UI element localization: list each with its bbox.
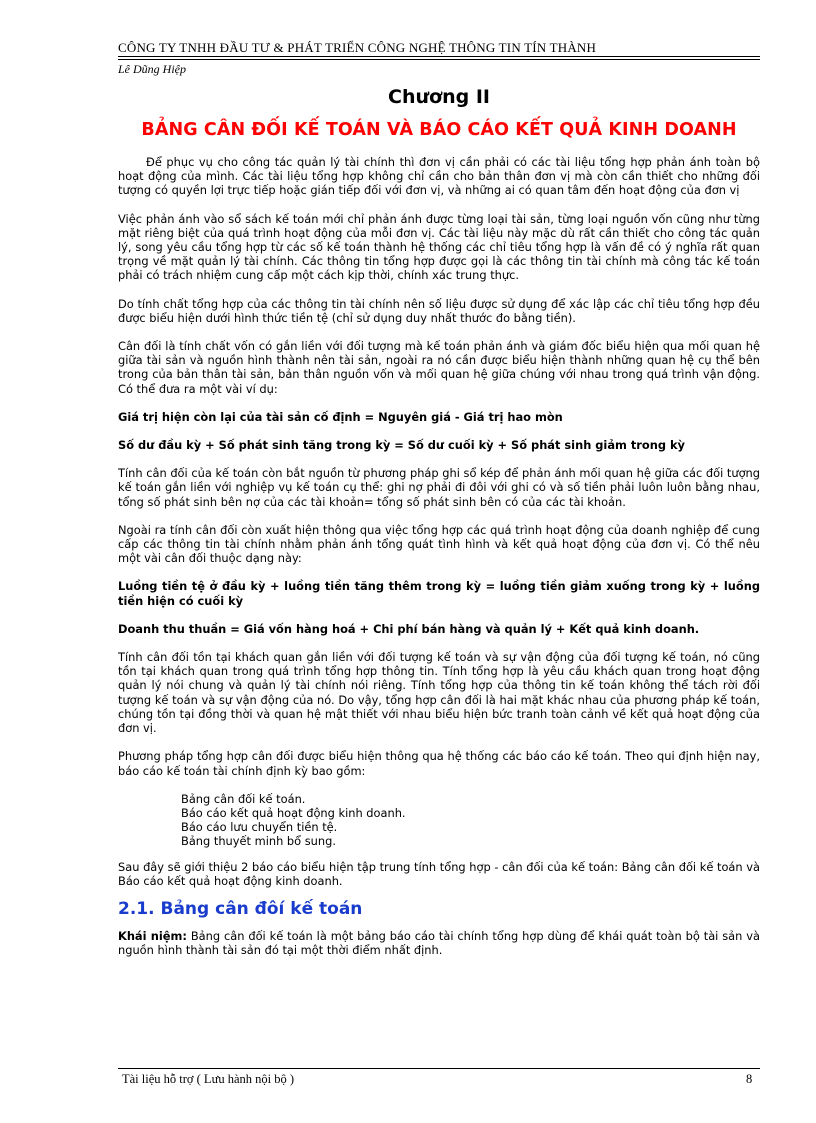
definition-term: Khái niệm:: [118, 929, 187, 944]
formula: Giá trị hiện còn lại của tài sản cố định = Nguyên giá - Giá trị hao mòn: [118, 409, 563, 424]
header-author: Lê Dũng Hiệp: [118, 62, 186, 76]
list-item: Báo cáo lưu chuyển tiền tệ.: [181, 820, 338, 835]
formula: Doanh thu thuần = Giá vốn hàng hoá + Chi phí bán hàng và quản lý + Kết quả kinh doanh.: [118, 621, 700, 636]
list-item: Bảng thuyết minh bổ sung.: [181, 834, 336, 849]
list-item: Bảng cân đối kế toán.: [181, 791, 306, 806]
header-divider: [118, 56, 760, 60]
header-company-name: CÔNG TY TNHH ĐẦU TƯ & PHÁT TRIỂN CÔNG NGHỆ THÔNG TIN TÍN THÀNH: [118, 40, 597, 55]
document-body: [118, 155, 760, 972]
paragraph: Do tính chất tổng hợp của các thông tin tài chính nên số liệu được sử dụng để xác lập các chỉ tiêu tổng hợp đều được biểu hiện dưới hình thức tiền tệ (chỉ sử dụng duy nhất thước đo bằng tiền).: [118, 296, 760, 325]
list-item: Báo cáo kết quả hoạt động kinh doanh.: [181, 805, 406, 820]
paragraph: Tính cân đối tồn tại khách quan gắn liền với đối tượng kế toán và sự vận động của đối tượng kế toán, nó cũng tồn tại khách quan trong quá trình tổng hợp thông tin. Tính tổng hợp là yêu cầu khách quan trong hoạt động quản lý nói chung và quản lý tài chính nói riêng. Tính tổng hợp của thông tin kế toán không thể tách rời đối tượng kế toán và sự vận động của nó. Do vậy, tổng hợp cân đối là hai mặt khác nhau của phương pháp kế toán, chúng tồn tại đồng thời và quan hệ mật thiết với nhau biểu hiện bức tranh toàn cảnh về kết quả hoạt động của đơn vị.: [118, 650, 760, 736]
formula: Luồng tiền tệ ở đầu kỳ + luồng tiền tăng thêm trong kỳ = luồng tiền giảm xuống trong kỳ + luồng tiền hiện có cuối kỳ: [118, 579, 760, 608]
paragraph: Để phục vụ cho công tác quản lý tài chính thì đơn vị cần phải có các tài liệu tổng hợp phản ánh toàn bộ hoạt động của mình. Các tài liệu tổng hợp không chỉ cần cho bản thân đơn vị mà còn cần thiết cho những đối tượng có quyền lợi trực tiếp hoặc gián tiếp đối với đơn vị, và những ai có quan tâm đến hoạt động của đơn vị: [118, 155, 760, 198]
footer-divider: [118, 1068, 760, 1069]
footer-note: Tài liệu hỗ trợ ( Lưu hành nội bộ ): [122, 1072, 295, 1086]
page-number: 8: [746, 1072, 753, 1086]
paragraph: Việc phản ánh vào sổ sách kế toán mới chỉ phản ánh được từng loại tài sản, từng loại nguồn vốn cũng như từng mặt riêng biệt của quá trình hoạt động của mỗi đơn vị. Các tài liệu này mặc dù rất cần thiết cho công tác quản lý, song yêu cầu tổng hợp từ các số kế toán thành hệ thống các chỉ tiêu tổng hợp là vấn đề có ý nghĩa rất quan trọng về mặt quản lý tài chính. Các thông tin tổng hợp được gọi là các thông tin tài chính mà công tác kế toán phải có trách nhiệm cung cấp một cách kịp thời, chính xác trung thực.: [118, 211, 760, 283]
paragraph: Sau đây sẽ giới thiệu 2 báo cáo biểu hiện tập trung tính tổng hợp - cân đối của kế toán: Bảng cân đối kế toán và Báo cáo kết quả hoạt động kinh doanh.: [118, 859, 760, 888]
paragraph: Phương pháp tổng hợp cân đối được biểu hiện thông qua hệ thống các báo cáo kế toán. Theo qui định hiện nay, báo cáo kế toán tài chính định kỳ bao gồm:: [118, 749, 760, 778]
paragraph: Tính cân đối của kế toán còn bắt nguồn từ phương pháp ghi sổ kép để phản ánh mối quan hệ giữa các đối tượng kế toán gắn liền với nghiệp vụ kế toán cụ thể: ghi nợ phải đi đôi với ghi có và số tiền phải luôn luôn bằng nhau, tổng số phát sinh bên nợ của các tài khoản= tổng số phát sinh bên có của các tài khoản.: [118, 466, 760, 509]
paragraph: Ngoài ra tính cân đối còn xuất hiện thông qua việc tổng hợp các quá trình hoạt động của doanh nghiệp để cung cấp các thông tin tài chính nhằm phản ánh tổng quát tình hình và kết quả hoạt động của đơn vị. Có thể nêu một vài cân đối thuộc dạng này:: [118, 522, 760, 566]
definition-text: Bảng cân đối kế toán là một bảng báo cáo tài chính tổng hợp dùng để khái quát toàn bộ tài sản và nguồn hình thành tài sản đó tại một thời điểm nhất định.: [118, 929, 760, 958]
chapter-title: BẢNG CÂN ĐỐI KẾ TOÁN VÀ BÁO CÁO KẾT QUẢ KINH DOANH: [141, 120, 737, 140]
definition-paragraph: [118, 929, 760, 957]
formula: Số dư đầu kỳ + Số phát sinh tăng trong kỳ = Số dư cuối kỳ + Số phát sinh giảm trong kỳ: [118, 438, 685, 453]
chapter-label: Chương II: [388, 86, 490, 108]
section-heading: 2.1. Bảng cân đôí kế toán: [118, 898, 363, 919]
paragraph: Cân đối là tính chất vốn có gắn liền với đối tượng mà kế toán phản ánh và giám đốc biểu hiện qua mối quan hệ giữa tài sản và nguồn hình thành nên tài sản, ngoài ra nó cần được biểu hiện thành những quan hệ cụ thể bên trong của bản thân tài sản, bản thân nguồn vốn và mối quan hệ giữa chúng với nhau trong quá trình vận động. Có thể đưa ra một vài ví dụ:: [118, 339, 760, 396]
report-list: [181, 792, 760, 849]
